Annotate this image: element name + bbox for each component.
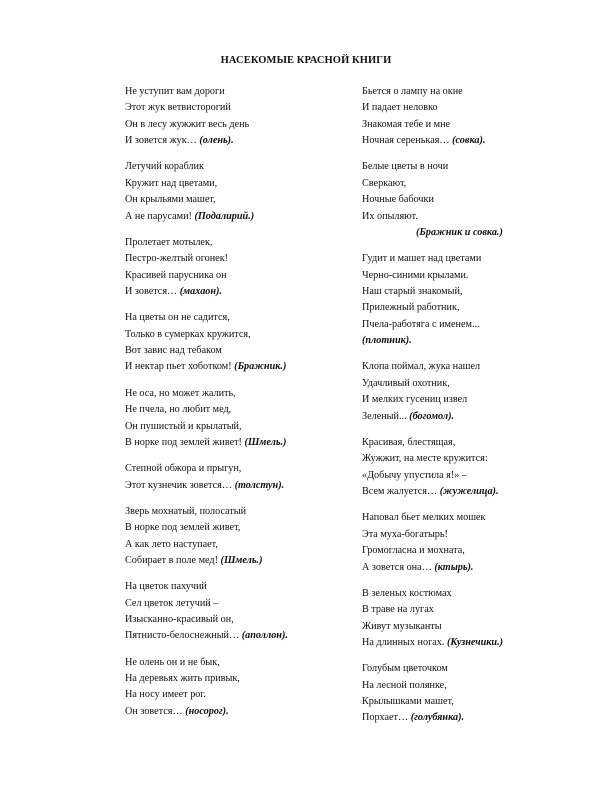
riddle-text: И мелких гусениц извел bbox=[362, 394, 468, 406]
riddle-line bbox=[125, 159, 355, 175]
riddle-line bbox=[125, 461, 355, 477]
riddle-text: «Добычу упустила я!» – bbox=[362, 469, 467, 481]
riddle-line bbox=[362, 661, 562, 677]
riddle-text: На цветок пахучий bbox=[125, 581, 207, 593]
riddle-line bbox=[125, 504, 355, 520]
riddle-text: Пчела-работяга с именем... bbox=[362, 318, 480, 330]
riddle-answer: (жужелица). bbox=[439, 486, 499, 498]
riddle-text: Ночные бабочки bbox=[362, 194, 434, 206]
riddle-text: Летучий кораблик bbox=[125, 161, 204, 173]
riddle-stanza bbox=[125, 159, 355, 225]
riddle-line bbox=[125, 402, 355, 418]
riddle-line bbox=[125, 553, 355, 569]
riddle-text: Пятнисто-белоснежный… bbox=[125, 630, 242, 642]
riddle-text: И зовется… bbox=[125, 286, 180, 298]
riddle-line bbox=[362, 225, 562, 241]
riddle-text: Порхает… bbox=[362, 712, 411, 724]
riddle-text: Жужжит, на месте кружится: bbox=[362, 453, 488, 465]
riddle-text: Гудит и машет над цветами bbox=[362, 253, 482, 265]
riddle-line bbox=[362, 84, 562, 100]
riddle-text: Зеленый... bbox=[362, 410, 410, 422]
riddle-line bbox=[362, 192, 562, 208]
riddle-line bbox=[125, 359, 355, 375]
riddle-line bbox=[125, 235, 355, 251]
riddle-answer: (Шмель.) bbox=[220, 554, 263, 566]
riddle-text: А как лето наступает, bbox=[125, 538, 218, 550]
riddle-text: Белые цветы в ночи bbox=[362, 161, 449, 173]
left-column bbox=[125, 84, 355, 730]
riddle-line bbox=[125, 284, 355, 300]
riddle-line bbox=[362, 619, 562, 635]
riddle-text: В зеленых костюмах bbox=[362, 587, 452, 599]
riddle-text: На деревьях жить привык, bbox=[125, 672, 240, 684]
riddle-answer: (Кузнечики.) bbox=[446, 636, 504, 648]
riddle-stanza bbox=[362, 84, 562, 150]
riddle-line bbox=[362, 484, 562, 500]
riddle-text: Он зовется… bbox=[125, 705, 186, 717]
riddle-answer: (плотник). bbox=[362, 335, 412, 347]
riddle-text: Он в лесу жужжит весь день bbox=[125, 118, 250, 130]
riddle-line bbox=[125, 628, 355, 644]
riddle-text: И зовется жук… bbox=[125, 135, 200, 147]
riddle-line bbox=[362, 209, 562, 225]
riddle-text: Кружит над цветами, bbox=[125, 177, 218, 189]
riddle-stanza bbox=[125, 655, 355, 721]
riddle-text: Пролетает мотылек, bbox=[125, 236, 213, 248]
riddle-answer: (ктырь). bbox=[434, 561, 474, 573]
riddle-line bbox=[125, 612, 355, 628]
riddle-text: Ночная серенькая… bbox=[362, 135, 453, 147]
riddle-text: Живут музыканты bbox=[362, 620, 442, 632]
riddle-text: Черно-синими крылами. bbox=[362, 269, 469, 281]
riddle-line bbox=[125, 176, 355, 192]
riddle-line bbox=[362, 317, 562, 333]
riddle-text: Вот завис над тебаком bbox=[125, 345, 222, 357]
riddle-answer: (Подалирий.) bbox=[194, 210, 255, 222]
riddle-text: Красивей парусника он bbox=[125, 269, 227, 281]
riddle-line bbox=[362, 159, 562, 175]
riddle-text: Сел цветок летучий – bbox=[125, 597, 219, 609]
riddle-line bbox=[362, 251, 562, 267]
riddle-stanza bbox=[362, 159, 562, 241]
riddle-text: Зверь мохнатый, полосатый bbox=[125, 505, 247, 517]
riddle-text: На цветы он не садится, bbox=[125, 312, 230, 324]
riddle-line bbox=[125, 310, 355, 326]
riddle-stanza bbox=[362, 510, 562, 576]
riddle-line bbox=[362, 468, 562, 484]
riddle-line bbox=[362, 376, 562, 392]
riddle-text: На лесной полянке, bbox=[362, 679, 447, 691]
riddle-text: А зовется она… bbox=[362, 561, 435, 573]
riddle-stanza bbox=[125, 504, 355, 570]
riddle-stanza bbox=[125, 386, 355, 452]
riddle-text: А не парусами! bbox=[125, 210, 195, 222]
riddle-stanza bbox=[362, 661, 562, 727]
riddle-text: Прилежный работник, bbox=[362, 302, 460, 314]
riddle-stanza bbox=[362, 435, 562, 501]
riddle-text: Степной обжора и прыгун, bbox=[125, 463, 242, 475]
riddle-text: В норке под землей живет, bbox=[125, 522, 241, 534]
riddle-text: Не оса, но может жалить, bbox=[125, 387, 236, 399]
riddle-line bbox=[125, 419, 355, 435]
riddle-answer: (олень). bbox=[199, 135, 234, 147]
riddle-stanza bbox=[362, 359, 562, 425]
riddle-answer: (носорог). bbox=[185, 705, 229, 717]
riddle-line bbox=[125, 343, 355, 359]
riddle-text: Изысканно-красивый он, bbox=[125, 613, 234, 625]
riddle-line bbox=[125, 671, 355, 687]
riddle-answer: (Бражник.) bbox=[234, 361, 287, 373]
riddle-text: Крылышками машет, bbox=[362, 695, 454, 707]
riddle-line bbox=[362, 635, 562, 651]
riddle-line bbox=[125, 537, 355, 553]
riddle-text: Эта муха-богатырь! bbox=[362, 528, 448, 540]
riddle-line bbox=[362, 694, 562, 710]
riddle-text: Удачливый охотник, bbox=[362, 377, 450, 389]
riddle-text: Собирает в поле мед! bbox=[125, 554, 221, 566]
riddle-answer: (Бражник и совка.) bbox=[416, 227, 503, 239]
riddle-stanza bbox=[125, 310, 355, 376]
riddle-text: Голубым цветочком bbox=[362, 663, 448, 675]
riddle-line bbox=[362, 602, 562, 618]
riddle-line bbox=[362, 710, 562, 726]
riddle-text: На носу имеет рог. bbox=[125, 689, 206, 701]
riddle-text: В траве на лугах bbox=[362, 604, 434, 616]
riddle-text: Этот жук ветвисторогий bbox=[125, 102, 231, 114]
riddle-line bbox=[125, 327, 355, 343]
riddle-line bbox=[362, 133, 562, 149]
riddle-answer: (толстун). bbox=[234, 479, 285, 491]
riddle-line bbox=[362, 333, 562, 349]
riddle-line bbox=[362, 100, 562, 116]
riddle-stanza bbox=[125, 84, 355, 150]
riddle-line bbox=[125, 133, 355, 149]
riddle-line bbox=[362, 284, 562, 300]
riddle-line bbox=[125, 100, 355, 116]
riddle-line bbox=[362, 586, 562, 602]
riddle-text: Не олень он и не бык, bbox=[125, 656, 220, 668]
riddle-stanza bbox=[362, 251, 562, 349]
riddle-text: Красивая, блестящая, bbox=[362, 436, 456, 448]
riddle-answer: (Шмель.) bbox=[244, 436, 287, 448]
riddle-line bbox=[362, 527, 562, 543]
riddle-answer: (голубянка). bbox=[410, 712, 465, 724]
riddle-line bbox=[362, 359, 562, 375]
riddle-text: Наш старый знакомый, bbox=[362, 286, 463, 298]
riddle-line bbox=[362, 300, 562, 316]
riddle-line bbox=[125, 192, 355, 208]
riddle-line bbox=[125, 596, 355, 612]
riddle-line bbox=[362, 678, 562, 694]
riddle-stanza bbox=[125, 461, 355, 494]
riddle-text: В норке под землей живет! bbox=[125, 436, 245, 448]
riddle-text: Наповал бьет мелких мошек bbox=[362, 512, 486, 524]
riddle-line bbox=[362, 409, 562, 425]
riddle-line bbox=[362, 435, 562, 451]
riddle-text: Он крыльями машет, bbox=[125, 194, 216, 206]
riddle-line bbox=[125, 117, 355, 133]
riddle-answer: (аполлон). bbox=[241, 630, 288, 642]
right-column bbox=[362, 84, 562, 737]
riddle-line bbox=[125, 520, 355, 536]
riddle-text: Этот кузнечик зовется… bbox=[125, 479, 235, 491]
riddle-text: Он пушистый и крылатый, bbox=[125, 420, 242, 432]
riddle-line bbox=[362, 543, 562, 559]
riddle-line bbox=[125, 435, 355, 451]
riddle-line bbox=[362, 176, 562, 192]
riddle-line bbox=[362, 268, 562, 284]
riddle-line bbox=[125, 386, 355, 402]
riddle-text: Не уступит вам дороги bbox=[125, 86, 225, 97]
riddle-text: Громогласна и мохната, bbox=[362, 545, 465, 557]
riddle-line bbox=[362, 117, 562, 133]
riddle-text: Сверкают, bbox=[362, 177, 407, 189]
riddle-stanza bbox=[125, 579, 355, 645]
riddle-line bbox=[125, 579, 355, 595]
riddle-text: Бьется о лампу на окне bbox=[362, 86, 463, 97]
riddle-text: Всем жалуется… bbox=[362, 486, 440, 498]
riddle-stanza bbox=[125, 235, 355, 301]
riddle-line bbox=[125, 84, 355, 100]
riddle-line bbox=[125, 251, 355, 267]
riddle-answer: (совка). bbox=[452, 135, 486, 147]
riddle-line bbox=[125, 268, 355, 284]
riddle-line bbox=[125, 704, 355, 720]
document-title: НАСЕКОМЫЕ КРАСНОЙ КНИГИ bbox=[220, 55, 392, 66]
riddle-text: Клопа поймал, жука нашел bbox=[362, 361, 481, 373]
riddle-text: Знакомая тебе и мне bbox=[362, 118, 451, 130]
riddle-line bbox=[362, 560, 562, 576]
riddle-answer: (махаон). bbox=[179, 286, 222, 298]
riddle-text: Их опыляют. bbox=[362, 210, 418, 222]
riddle-stanza bbox=[362, 586, 562, 652]
riddle-line bbox=[362, 451, 562, 467]
riddle-line bbox=[362, 392, 562, 408]
riddle-text: Не пчела, но любит мед, bbox=[125, 404, 232, 416]
riddle-text: Пестро-желтый огонек! bbox=[125, 253, 229, 265]
riddle-line bbox=[125, 209, 355, 225]
riddle-line bbox=[125, 478, 355, 494]
riddle-text: И нектар пьет хоботком! bbox=[125, 361, 235, 373]
riddle-line bbox=[125, 655, 355, 671]
riddle-line bbox=[125, 687, 355, 703]
riddle-text: И падает неловко bbox=[362, 102, 438, 114]
riddle-text: На длинных ногах. bbox=[362, 636, 447, 648]
riddle-answer: (богомол). bbox=[409, 410, 455, 422]
riddle-text: Только в сумерках кружится, bbox=[125, 328, 251, 340]
riddle-line bbox=[362, 510, 562, 526]
